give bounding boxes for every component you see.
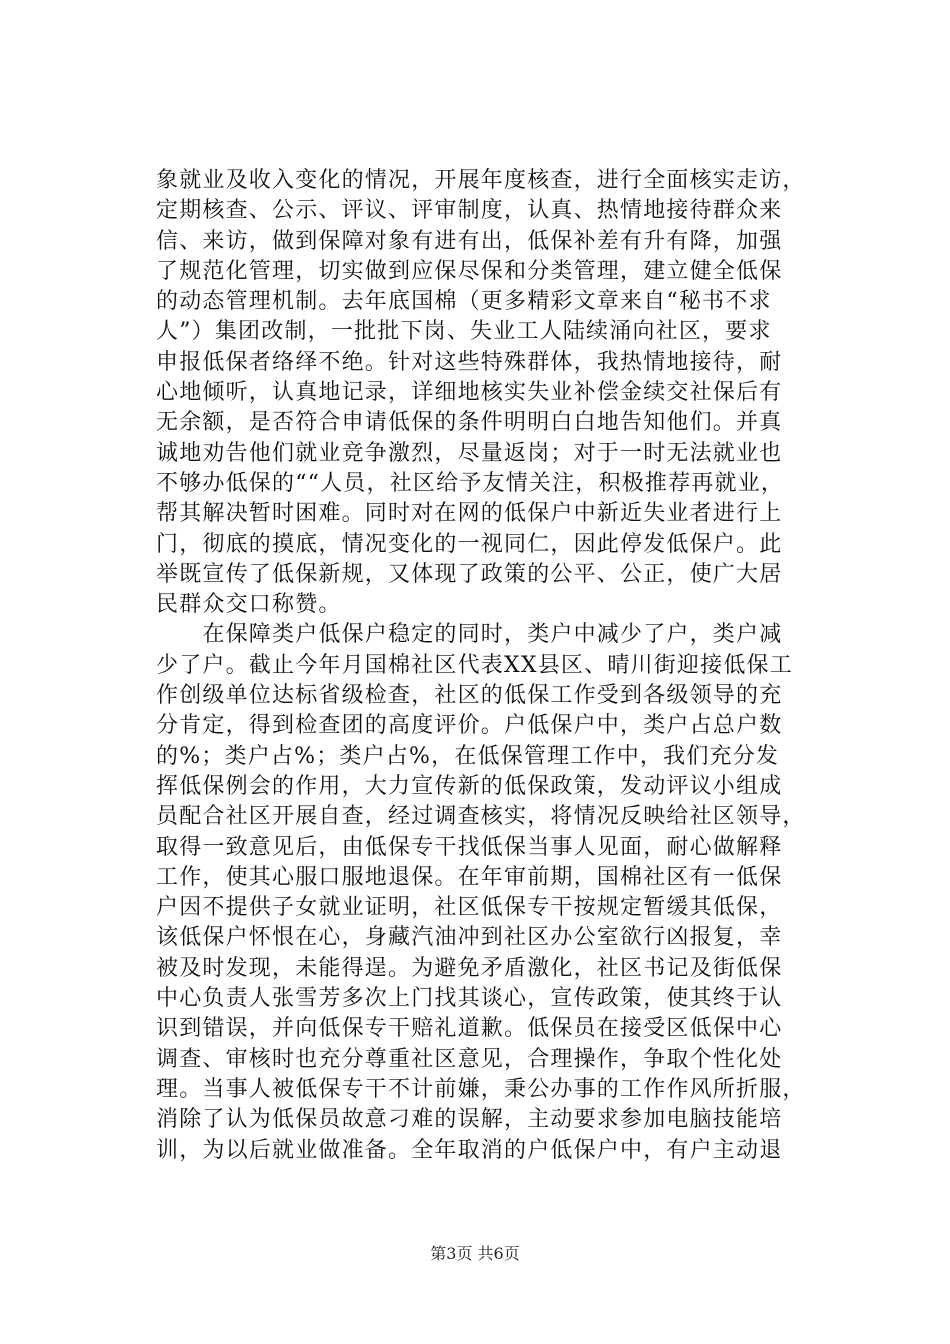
- text-line: 分肯定，得到检查团的高度评价。户低保户中，类户占总户数: [156, 713, 783, 739]
- text-line: 不够办低保的““人员，社区给予友情关注，积极推荐再就业，: [156, 470, 785, 496]
- text-line: 调查、审核时也充分尊重社区意见，合理操作，争取个性化处: [156, 1046, 783, 1072]
- text-line: 信、来访，做到保障对象有进有出，低保补差有升有降，加强: [156, 228, 783, 254]
- text-line: 门，彻底的摸底，情况变化的一视同仁，因此停发低保户。此: [156, 531, 783, 557]
- text-line: 象就业及收入变化的情况，开展年度核查，进行全面核实走访，: [156, 168, 806, 193]
- page-number-footer: 第3页 共6页: [430, 1244, 520, 1263]
- text-line: 在保障类户低保户稳定的同时，类户中减少了户，类户减: [156, 622, 783, 648]
- text-line: 员配合社区开展自查，经过调查核实，将情况反映给社区领导，: [156, 804, 806, 830]
- text-line: 心地倾听，认真地记录，详细地核实失业补偿金续交社保后有: [156, 380, 783, 406]
- text-line: 挥低保例会的作用，大力宣传新的低保政策，发动评议小组成: [156, 773, 783, 799]
- text-line: 消除了认为低保员故意刁难的误解，主动要求参加电脑技能培: [156, 1107, 783, 1133]
- text-line: 取得一致意见后，由低保专干找低保当事人见面，耐心做解释: [156, 834, 783, 860]
- text-line: 理。当事人被低保专干不计前嫌，秉公办事的工作作风所折服，: [156, 1076, 806, 1102]
- text-line: 被及时发现，未能得逞。为避免矛盾激化，社区书记及街低保: [156, 955, 783, 981]
- text-line: 帮其解决暂时困难。同时对在网的低保户中新近失业者进行上: [156, 501, 783, 527]
- text-line: 申报低保者络绎不绝。针对这些特殊群体，我热情地接待，耐: [156, 349, 783, 375]
- text-line: 诚地劝告他们就业竞争激烈，尽量返岗；对于一时无法就业也: [156, 440, 783, 466]
- text-line: 少了户。截止今年月国棉社区代表XX县区、晴川街迎接低保工: [156, 652, 793, 678]
- text-line: 无余额，是否符合申请低保的条件明明白白地告知他们。并真: [156, 410, 783, 436]
- document-body: [156, 166, 806, 1166]
- text-line: 的%；类户占%；类户占%，在低保管理工作中，我们充分发: [156, 743, 780, 769]
- text-line: 定期核查、公示、评议、评审制度，认真、热情地接待群众来: [156, 198, 783, 224]
- text-line: 举既宣传了低保新规，又体现了政策的公平、公正，使广大居: [156, 561, 783, 587]
- text-line: 了规范化管理，切实做到应保尽保和分类管理，建立健全低保: [156, 258, 783, 284]
- text-line: 户因不提供子女就业证明，社区低保专干按规定暂缓其低保，: [156, 895, 783, 921]
- text-line: 民群众交口称赞。: [156, 592, 342, 618]
- text-line: 训，为以后就业做准备。全年取消的户低保户中，有户主动退: [156, 1137, 783, 1163]
- text-line: 工作，使其心服口服地退保。在年审前期，国棉社区有一低保: [156, 864, 783, 890]
- text-line: 作创级单位达标省级检查，社区的低保工作受到各级领导的充: [156, 683, 783, 709]
- text-line: 该低保户怀恨在心，身藏汽油冲到社区办公室欲行凶报复，幸: [156, 925, 783, 951]
- text-line: 中心负责人张雪芳多次上门找其谈心，宣传政策，使其终于认: [156, 986, 783, 1012]
- text-line: 识到错误，并向低保专干赔礼道歉。低保员在接受区低保中心: [156, 1016, 783, 1042]
- text-line: 的动态管理机制。去年底国棉（更多精彩文章来自“秘书不求: [156, 289, 772, 315]
- text-line: 人”）集团改制，一批批下岗、失业工人陆续涌向社区，要求: [156, 319, 772, 345]
